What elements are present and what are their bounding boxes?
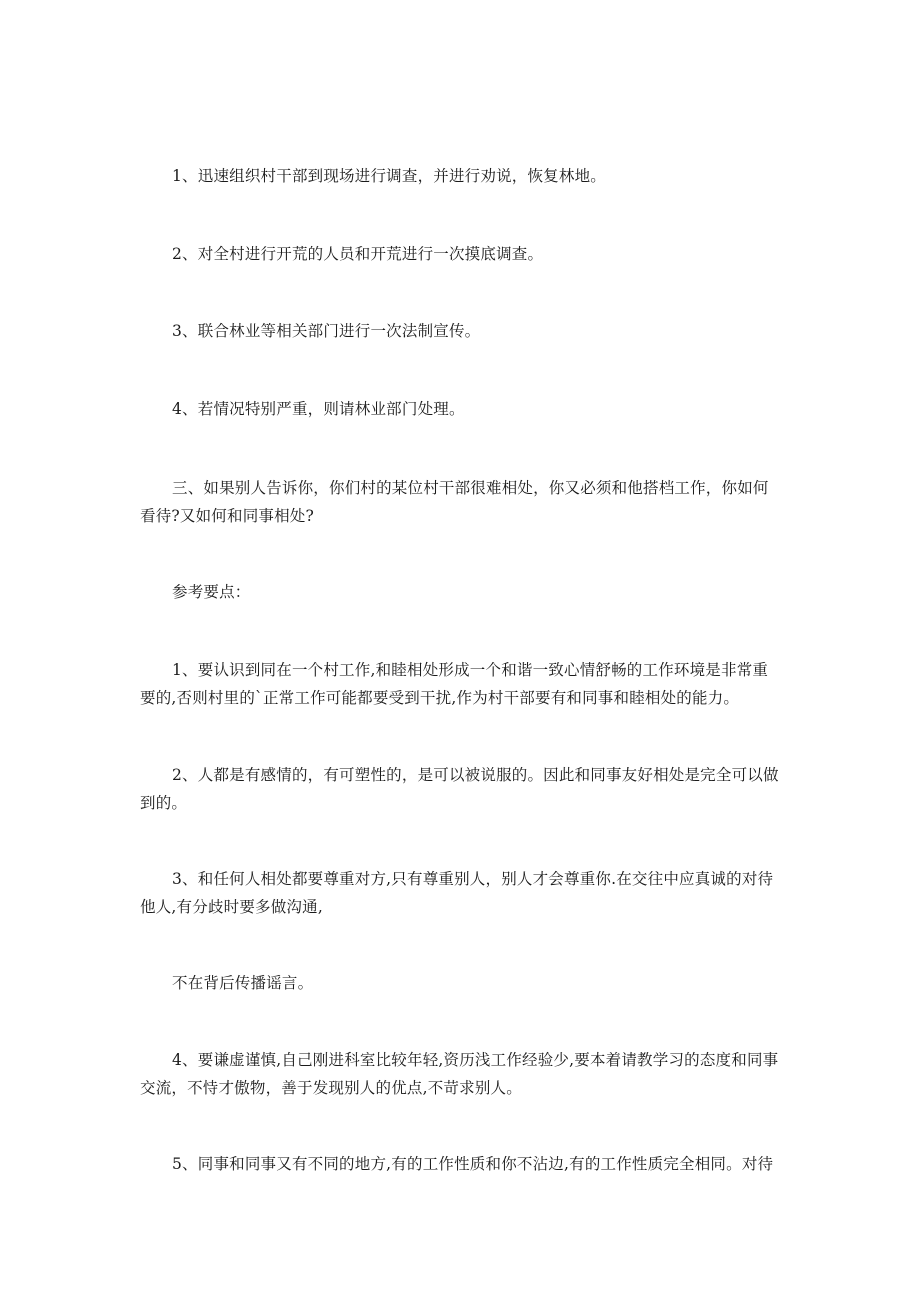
paragraph-point-1: 1、要认识到同在一个村工作,和睦相处形成一个和谐一致心情舒畅的工作环境是非常重要的,否则村里的`正常工作可能都要受到干扰,作为村干部要有和同事和睦相处的能力。 bbox=[140, 661, 769, 707]
paragraph-point-3: 3、和任何人相处都要尊重对方,只有尊重别人，别人才会尊重你.在交往中应真诚的对待他人,有分歧时要多做沟通, bbox=[140, 870, 774, 916]
paragraph-measure-4: 4、若情况特别严重，则请林业部门处理。 bbox=[172, 400, 465, 418]
paragraph-measure-2: 2、对全村进行开荒的人员和开荒进行一次摸底调查。 bbox=[172, 245, 544, 263]
paragraph-measure-3: 3、联合林业等相关部门进行一次法制宣传。 bbox=[172, 322, 481, 340]
paragraph-point-2: 2、人都是有感情的，有可塑性的，是可以被说服的。因此和同事友好相处是完全可以做到的。 bbox=[140, 766, 779, 812]
paragraph-point-5: 5、同事和同事又有不同的地方,有的工作性质和你不沾边,有的工作性质完全相同。对待 bbox=[172, 1155, 774, 1173]
paragraph-point-3-continued: 不在背后传播谣言。 bbox=[172, 974, 314, 992]
paragraph-measure-1: 1、迅速组织村干部到现场进行调查，并进行劝说，恢复林地。 bbox=[172, 167, 606, 185]
paragraph-point-4: 4、要谦虚谨慎,自己刚进科室比较年轻,资历浅工作经验少,要本着请教学习的态度和同事交流，不恃才傲物，善于发现别人的优点,不苛求别人。 bbox=[140, 1051, 779, 1097]
paragraph-reference-heading: 参考要点： bbox=[172, 583, 251, 601]
paragraph-question-3: 三、如果别人告诉你，你们村的某位村干部很难相处，你又必须和他搭档工作，你如何看待?又如何和同事相处? bbox=[140, 479, 769, 525]
